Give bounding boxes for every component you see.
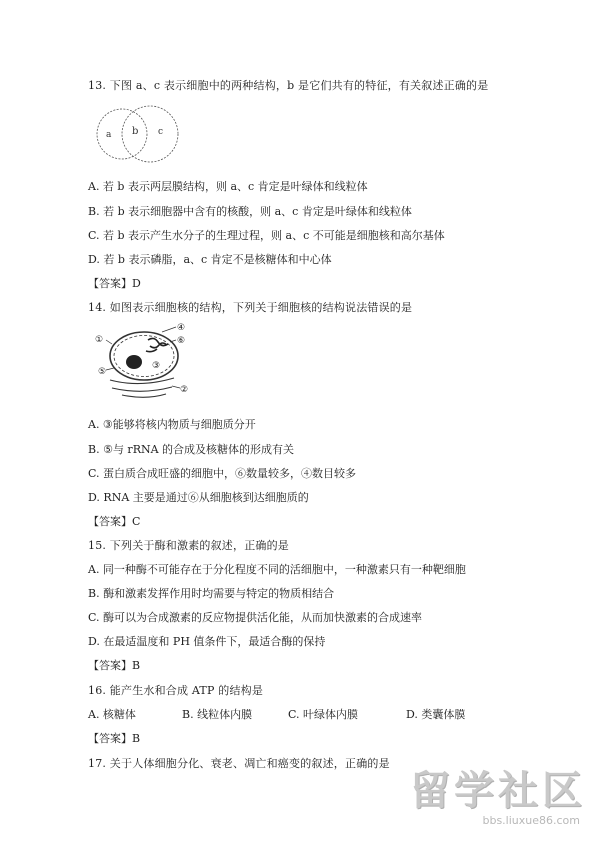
figure-label-4: ④ [177,323,186,333]
venn-label-c: c [158,127,164,137]
venn-circle-right [122,106,178,162]
q15-option-b: B. 酶和激素发挥作用时均需要与特定的物质相结合 [88,587,335,600]
figure-label-5: ⑤ [98,367,107,377]
q15-stem: 15. 下列关于酶和激素的叙述，正确的是 [88,539,289,552]
nucleolus-shape [126,355,142,369]
q13-answer: 【答案】D [88,277,141,290]
q14-answer: 【答案】C [88,515,141,528]
q13-option-a: A. 若 b 表示两层膜结构，则 a、c 肯定是叶绿体和线粒体 [88,180,368,193]
nuclear-envelope-inner [114,336,174,377]
venn-label-b: b [132,126,139,137]
figure-label-3: ③ [152,361,161,371]
q15-option-c: C. 酶可以为合成激素的反应物提供活化能，从而加快激素的合成速率 [88,611,423,624]
venn-circle-left [97,109,147,159]
site-watermark [410,768,586,834]
q16-stem: 16. 能产生水和合成 ATP 的结构是 [88,684,264,697]
q14-option-d: D. RNA 主要是通过⑥从细胞核到达细胞质的 [88,491,309,504]
q14-option-c: C. 蛋白质合成旺盛的细胞中，⑥数量较多，④数目较多 [88,467,357,480]
venn-label-a: a [106,130,112,140]
q14-option-a: A. ③能够将核内物质与细胞质分开 [88,418,256,431]
q16-option-c: C. 叶绿体内膜 [288,708,359,721]
q16-option-b: B. 线粒体内膜 [182,708,253,721]
q13-option-b: B. 若 b 表示细胞器中含有的核酸，则 a、c 肯定是叶绿体和线粒体 [88,205,412,218]
venn-diagram [94,104,190,168]
q14-option-b: B. ⑤与 rRNA 的合成及核糖体的形成有关 [88,443,295,456]
chromatin-strands [146,338,168,351]
q14-stem: 14. 如图表示细胞核的结构，下列关于细胞核的结构说法错误的是 [88,301,413,314]
q16-option-d: D. 类囊体膜 [406,708,466,721]
q16-options-row [88,708,508,722]
nucleus-structure-diagram [92,318,196,406]
q13-option-d: D. 若 b 表示磷脂，a、c 肯定不是核糖体和中心体 [88,253,332,266]
q13-stem: 13. 下图 a、c 表示细胞中的两种结构，b 是它们共有的特征，有关叙述正确的是 [88,79,489,92]
figure-label-6: ⑥ [177,336,186,346]
q16-answer: 【答案】B [88,732,141,745]
endoplasmic-reticulum [110,378,174,397]
q17-stem: 17. 关于人体细胞分化、衰老、凋亡和癌变的叙述，正确的是 [88,757,390,770]
q15-answer: 【答案】B [88,659,141,672]
q15-option-a: A. 同一种酶不可能存在于分化程度不同的活细胞中，一种激素只有一种靶细胞 [88,563,466,576]
nuclear-envelope-outer [110,332,178,380]
q13-option-c: C. 若 b 表示产生水分子的生理过程，则 a、c 不可能是细胞核和高尔基体 [88,229,445,242]
q15-option-d: D. 在最适温度和 PH 值条件下，最适合酶的保持 [88,635,326,648]
watermark-brand: 留学社区 [410,768,586,814]
figure-label-2: ② [180,385,189,395]
q16-option-a: A. 核糖体 [88,708,136,721]
watermark-url: bbs.liuxue86.com [482,814,580,827]
figure-label-1: ① [95,335,104,345]
